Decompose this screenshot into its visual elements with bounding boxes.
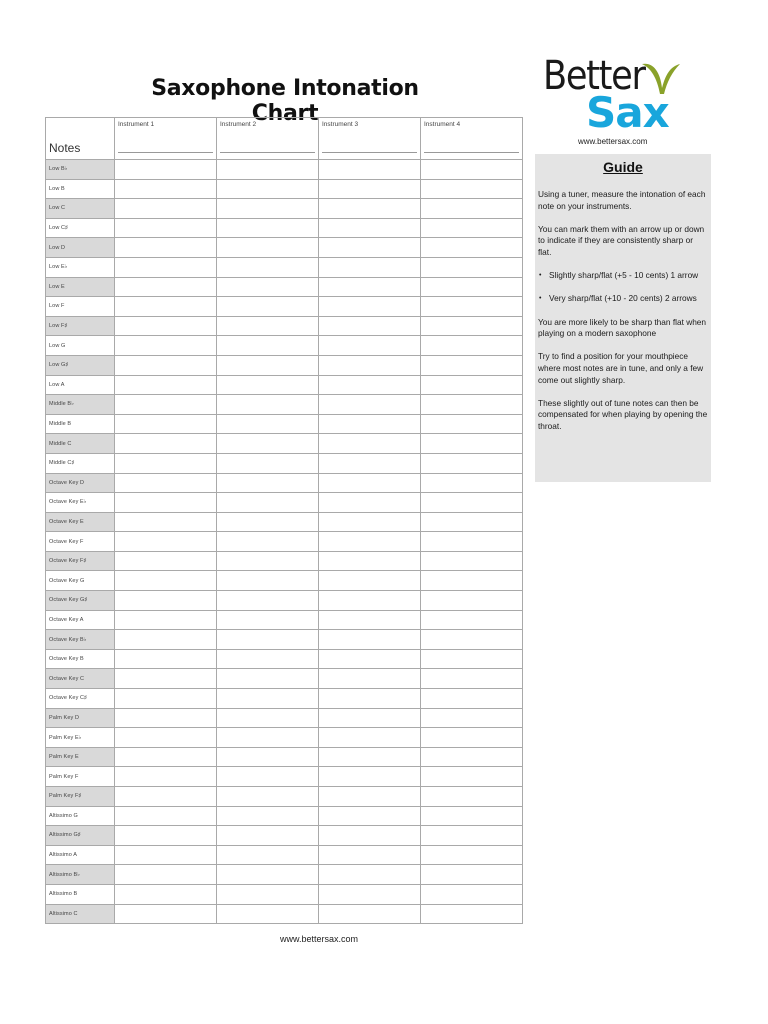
mark-cell[interactable] [319,532,421,552]
note-label: Octave Key E [46,512,115,532]
note-label: Altissimo G [46,806,115,826]
note-label: Octave Key E♭ [46,493,115,513]
note-label: Middle B [46,414,115,434]
mark-cell[interactable] [217,316,319,336]
note-label: Octave Key G [46,571,115,591]
table-row [46,414,523,434]
mark-cell[interactable] [217,453,319,473]
mark-cell[interactable] [319,904,421,924]
table-row [46,630,523,650]
mark-cell[interactable] [217,414,319,434]
guide-title: Guide [603,159,643,175]
mark-cell[interactable] [217,845,319,865]
guide-paragraph: These slightly out of tune notes can then be compensated for when playing by opening the throat. [538,397,708,431]
mark-cell[interactable] [319,336,421,356]
note-label: Octave Key G♯ [46,591,115,611]
note-label: Altissimo G♯ [46,826,115,846]
guide-panel [535,154,711,482]
guide-paragraph: Using a tuner, measure the intonation of each note on your instruments. [538,189,706,211]
logo-sax-text: Sax [586,88,669,137]
mark-cell[interactable] [421,532,523,552]
note-label: Low A [46,375,115,395]
table-row [46,355,523,375]
table-row [46,512,523,532]
mark-cell[interactable] [115,747,217,767]
mark-cell[interactable] [319,453,421,473]
mark-cell[interactable] [421,826,523,846]
mark-cell[interactable] [319,434,421,454]
mark-cell[interactable] [421,160,523,180]
mark-cell[interactable] [115,434,217,454]
mark-cell[interactable] [319,806,421,826]
note-label: Low G♯ [46,355,115,375]
logo-url: www.bettersax.com [578,137,648,146]
mark-cell[interactable] [421,512,523,532]
table-row [46,767,523,787]
mark-cell[interactable] [421,355,523,375]
instrument-2-write-line[interactable] [220,152,315,153]
instrument-1-write-line[interactable] [118,152,213,153]
mark-cell[interactable] [319,845,421,865]
mark-cell[interactable] [217,787,319,807]
mark-cell[interactable] [217,493,319,513]
table-row [46,199,523,219]
mark-cell[interactable] [319,473,421,493]
mark-cell[interactable] [421,179,523,199]
table-row [46,257,523,277]
mark-cell[interactable] [115,355,217,375]
mark-cell[interactable] [319,865,421,885]
instrument-4-write-line[interactable] [424,152,519,153]
instrument-3-label: Instrument 3 [322,121,359,128]
mark-cell[interactable] [217,571,319,591]
table-row [46,591,523,611]
mark-cell[interactable] [421,728,523,748]
mark-cell[interactable] [421,473,523,493]
page-title: Saxophone Intonation Chart [151,76,419,126]
intonation-table [45,117,523,924]
note-label: Low B [46,179,115,199]
mark-cell[interactable] [115,630,217,650]
mark-cell[interactable] [421,434,523,454]
mark-cell[interactable] [421,414,523,434]
mark-cell[interactable] [319,747,421,767]
table-row [46,845,523,865]
table-row [46,434,523,454]
mark-cell[interactable] [115,806,217,826]
mark-cell[interactable] [115,845,217,865]
guide-paragraph: You are more likely to be sharp than flat when playing on a modern saxophone [538,316,707,339]
note-label: Middle C♯ [46,453,115,473]
mark-cell[interactable] [319,551,421,571]
mark-cell[interactable] [115,551,217,571]
mark-cell[interactable] [421,689,523,709]
mark-cell[interactable] [217,238,319,258]
mark-cell[interactable] [217,395,319,415]
mark-cell[interactable] [217,767,319,787]
table-row [46,297,523,317]
mark-cell[interactable] [115,199,217,219]
mark-cell[interactable] [319,160,421,180]
table-row [46,571,523,591]
mark-cell[interactable] [217,355,319,375]
note-label: Low C [46,199,115,219]
mark-cell[interactable] [217,708,319,728]
table-row [46,238,523,258]
mark-cell[interactable] [319,708,421,728]
mark-cell[interactable] [115,865,217,885]
mark-cell[interactable] [217,806,319,826]
table-header-row [46,118,523,160]
mark-cell[interactable] [319,649,421,669]
mark-cell[interactable] [115,375,217,395]
table-row [46,884,523,904]
mark-cell[interactable] [115,297,217,317]
mark-cell[interactable] [421,806,523,826]
mark-cell[interactable] [115,316,217,336]
table-row [46,747,523,767]
table-row [46,649,523,669]
table-row [46,336,523,356]
mark-cell[interactable] [115,649,217,669]
note-label: Palm Key F [46,767,115,787]
note-label: Low B♭ [46,160,115,180]
note-label: Octave Key C [46,669,115,689]
mark-cell[interactable] [115,708,217,728]
mark-cell[interactable] [217,669,319,689]
mark-cell[interactable] [217,336,319,356]
instrument-column-header [115,118,217,160]
mark-cell[interactable] [421,218,523,238]
mark-cell[interactable] [319,355,421,375]
mark-cell[interactable] [115,767,217,787]
note-label: Low E [46,277,115,297]
mark-cell[interactable] [421,904,523,924]
mark-cell[interactable] [115,610,217,630]
mark-cell[interactable] [217,728,319,748]
mark-cell[interactable] [217,473,319,493]
mark-cell[interactable] [319,414,421,434]
table-row [46,179,523,199]
mark-cell[interactable] [115,884,217,904]
instrument-4-label: Instrument 4 [424,121,461,128]
instrument-3-write-line[interactable] [322,152,417,153]
mark-cell[interactable] [217,865,319,885]
mark-cell[interactable] [217,160,319,180]
mark-cell[interactable] [115,787,217,807]
mark-cell[interactable] [319,512,421,532]
mark-cell[interactable] [217,904,319,924]
footer-url: www.bettersax.com [279,934,359,944]
mark-cell[interactable] [115,512,217,532]
mark-cell[interactable] [217,689,319,709]
mark-cell[interactable] [421,630,523,650]
mark-cell[interactable] [115,728,217,748]
notes-header-label: Notes [49,141,81,155]
note-label: Altissimo B♭ [46,865,115,885]
mark-cell[interactable] [319,316,421,336]
note-label: Low C♯ [46,218,115,238]
mark-cell[interactable] [319,395,421,415]
table-row [46,806,523,826]
mark-cell[interactable] [217,884,319,904]
mark-cell[interactable] [217,630,319,650]
mark-cell[interactable] [115,904,217,924]
notes-column-header [46,118,115,160]
table-row [46,904,523,924]
mark-cell[interactable] [319,630,421,650]
table-row [46,395,523,415]
mark-cell[interactable] [217,512,319,532]
table-row [46,473,523,493]
mark-cell[interactable] [421,669,523,689]
table-row [46,708,523,728]
note-label: Low E♭ [46,257,115,277]
mark-cell[interactable] [115,257,217,277]
mark-cell[interactable] [421,277,523,297]
mark-cell[interactable] [115,218,217,238]
table-row [46,277,523,297]
mark-cell[interactable] [319,179,421,199]
mark-cell[interactable] [319,493,421,513]
instrument-column-header [421,118,523,160]
mark-cell[interactable] [421,649,523,669]
mark-cell[interactable] [115,571,217,591]
mark-cell[interactable] [217,610,319,630]
guide-body [538,189,708,444]
mark-cell[interactable] [421,747,523,767]
mark-cell[interactable] [217,277,319,297]
mark-cell[interactable] [319,767,421,787]
mark-cell[interactable] [319,199,421,219]
mark-cell[interactable] [319,826,421,846]
mark-cell[interactable] [319,728,421,748]
note-label: Octave Key B [46,649,115,669]
mark-cell[interactable] [319,610,421,630]
mark-cell[interactable] [421,591,523,611]
note-label: Middle B♭ [46,395,115,415]
note-label: Octave Key F♯ [46,551,115,571]
mark-cell[interactable] [319,277,421,297]
mark-cell[interactable] [217,199,319,219]
mark-cell[interactable] [319,297,421,317]
mark-cell[interactable] [421,395,523,415]
table-row [46,453,523,473]
note-label: Low F [46,297,115,317]
table-row [46,218,523,238]
mark-cell[interactable] [115,179,217,199]
table-row [46,610,523,630]
mark-cell[interactable] [115,414,217,434]
mark-cell[interactable] [319,669,421,689]
note-label: Altissimo B [46,884,115,904]
mark-cell[interactable] [421,551,523,571]
mark-cell[interactable] [217,375,319,395]
mark-cell[interactable] [421,845,523,865]
logo-better-text: Better [543,53,645,99]
mark-cell[interactable] [421,257,523,277]
note-label: Octave Key C♯ [46,689,115,709]
mark-cell[interactable] [115,669,217,689]
mark-cell[interactable] [421,787,523,807]
note-label: Octave Key B♭ [46,630,115,650]
table-row [46,375,523,395]
mark-cell[interactable] [115,160,217,180]
note-label: Palm Key F♯ [46,787,115,807]
mark-cell[interactable] [115,336,217,356]
mark-cell[interactable] [421,767,523,787]
note-label: Altissimo C [46,904,115,924]
note-label: Palm Key E♭ [46,728,115,748]
table-row [46,551,523,571]
note-label: Palm Key D [46,708,115,728]
note-label: Octave Key F [46,532,115,552]
mark-cell[interactable] [421,238,523,258]
mark-cell[interactable] [217,826,319,846]
mark-cell[interactable] [217,532,319,552]
mark-cell[interactable] [319,571,421,591]
mark-cell[interactable] [421,375,523,395]
note-label: Palm Key E [46,747,115,767]
mark-cell[interactable] [115,277,217,297]
mark-cell[interactable] [217,747,319,767]
table-row [46,728,523,748]
instrument-2-label: Instrument 2 [220,121,257,128]
note-rows [46,160,523,924]
mark-cell[interactable] [421,493,523,513]
note-label: Low G [46,336,115,356]
guide-bullet: • Slightly sharp/flat (+5 - 10 cents) 1 arrow [538,270,708,282]
note-label: Middle C [46,434,115,454]
guide-paragraph: Try to find a position for your mouthpiece where most notes are in tune, and only a few come out slightly sharp. [538,351,704,385]
mark-cell[interactable] [421,884,523,904]
mark-cell[interactable] [421,316,523,336]
mark-cell[interactable] [217,649,319,669]
mark-cell[interactable] [115,493,217,513]
mark-cell[interactable] [217,591,319,611]
mark-cell[interactable] [319,257,421,277]
mark-cell[interactable] [319,787,421,807]
mark-cell[interactable] [421,865,523,885]
guide-paragraph: You can mark them with an arrow up or down to indicate if they are consistently sharp or flat. [538,223,705,257]
mark-cell[interactable] [319,238,421,258]
table-row [46,669,523,689]
mark-cell[interactable] [115,826,217,846]
table-row [46,493,523,513]
mark-cell[interactable] [421,199,523,219]
note-label: Low D [46,238,115,258]
table-row [46,689,523,709]
mark-cell[interactable] [115,591,217,611]
instrument-column-header [217,118,319,160]
mark-cell[interactable] [319,689,421,709]
mark-cell[interactable] [421,571,523,591]
mark-cell[interactable] [421,708,523,728]
mark-cell[interactable] [115,395,217,415]
mark-cell[interactable] [115,532,217,552]
mark-cell[interactable] [217,297,319,317]
mark-cell[interactable] [217,434,319,454]
mark-cell[interactable] [217,551,319,571]
instrument-column-header [319,118,421,160]
mark-cell[interactable] [319,218,421,238]
mark-cell[interactable] [421,297,523,317]
table-row [46,316,523,336]
table-row [46,865,523,885]
mark-cell[interactable] [319,884,421,904]
mark-cell[interactable] [319,591,421,611]
mark-cell[interactable] [217,179,319,199]
mark-cell[interactable] [115,238,217,258]
mark-cell[interactable] [319,375,421,395]
table-row [46,787,523,807]
mark-cell[interactable] [421,453,523,473]
note-label: Octave Key A [46,610,115,630]
instrument-1-label: Instrument 1 [118,121,155,128]
note-label: Altissimo A [46,845,115,865]
mark-cell[interactable] [115,689,217,709]
note-label: Low F♯ [46,316,115,336]
mark-cell[interactable] [115,453,217,473]
guide-bullet: • Very sharp/flat (+10 - 20 cents) 2 arrows [538,293,708,305]
mark-cell[interactable] [217,218,319,238]
table-row [46,532,523,552]
mark-cell[interactable] [217,257,319,277]
table-row [46,160,523,180]
mark-cell[interactable] [421,336,523,356]
mark-cell[interactable] [421,610,523,630]
table-row [46,826,523,846]
mark-cell[interactable] [115,473,217,493]
note-label: Octave Key D [46,473,115,493]
